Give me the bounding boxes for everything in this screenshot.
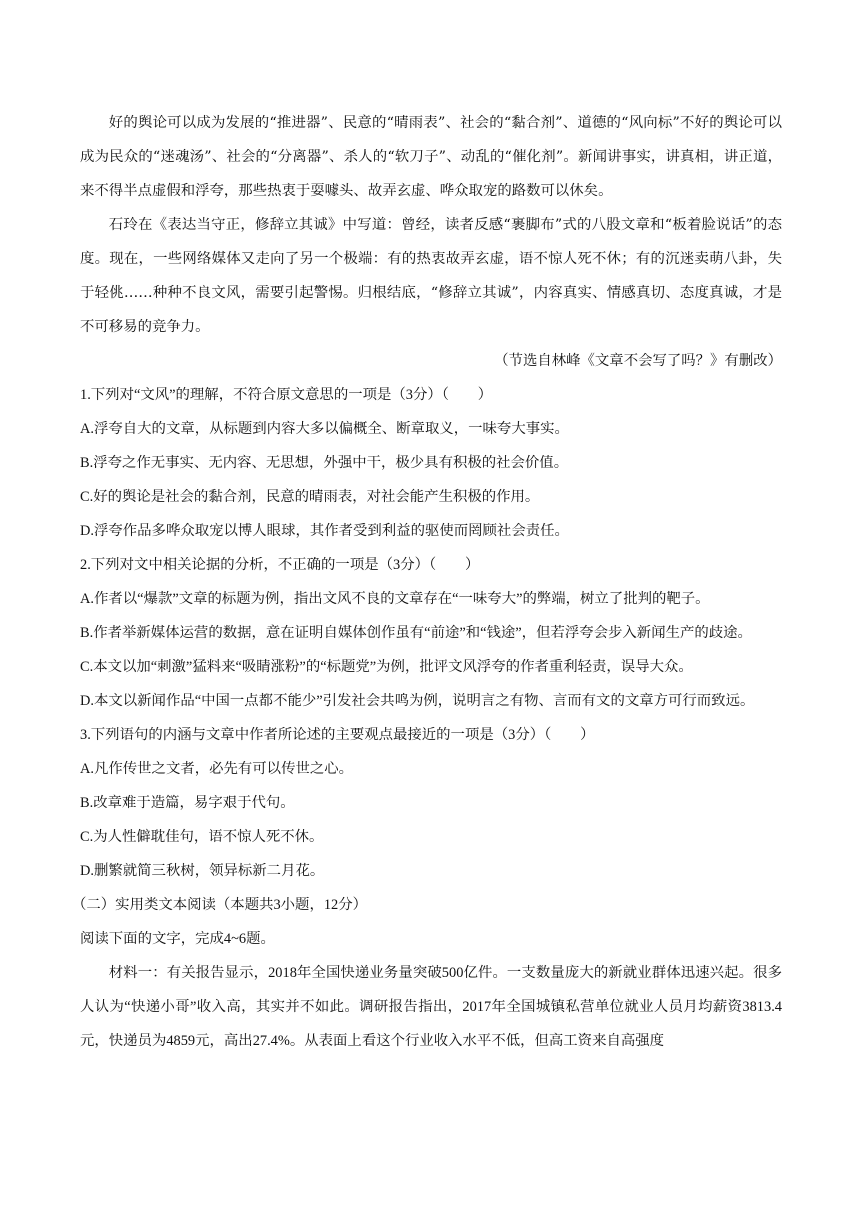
option-c: C.本文以加“刺激”猛料来“吸睛涨粉”的“标题党”为例，批评文风浮夸的作者重利轻责，误导大众。 [80,659,693,675]
option-b: B.作者举新媒体运营的数据，意在证明自媒体创作虽有“前途”和“钱途”，但若浮夸会步入新闻生产的歧途。 [80,625,752,641]
question-stem: 3.下列语句的内涵与文章中作者所论述的主要观点最接近的一项是（3分）（ ） [80,727,595,743]
option-b: B.改章难于造篇，易字艰于代句。 [80,795,295,811]
passage-paragraph-2: 石玲在《表达当守正，修辞立其诚》中写道：曾经，读者反感“裹脚布”式的八股文章和“板着脸说话”的态度。现在，一些网络媒体又走向了另一个极端：有的热衷故弄玄虚，语不惊人死不休；有的沉迷卖萌八卦，失于轻佻……种种不良文风，需要引起警惕。归根结底，“修辞立其诚”，内容真实、情感真切、态度真诚，才是不可移易的竞争力。 [80,217,782,335]
question-stem: 1.下列对“文风”的理解，不符合原文意思的一项是（3分）（ ） [80,387,493,403]
option-d: D.本文以新闻作品“中国一点都不能少”引发社会共鸣为例，说明言之有物、言而有文的文章方可行而致远。 [80,693,755,709]
question-3 [80,718,782,888]
question-1 [80,378,782,548]
option-a: A.浮夸自大的文章，从标题到内容大多以偏概全、断章取义，一味夸大事实。 [80,421,569,437]
option-d: D.删繁就简三秋树，领异标新二月花。 [80,863,325,879]
page-content [72,106,782,1058]
option-c: C.好的舆论是社会的黏合剂，民意的晴雨表，对社会能产生积极的作用。 [80,489,540,505]
material-1-paragraph: 材料一：有关报告显示，2018年全国快递业务量突破500亿件。一支数量庞大的新就业群体迅速兴起。很多人认为“快递小哥”收入高，其实并不如此。调研报告指出，2017年全国城镇私营单位就业人员月均薪资3813.4元，快递员为4859元，高出27.4%。从表面上看这个行业收入水平不低，但高工资来自高强度 [80,965,782,1049]
option-a: A.作者以“爆款”文章的标题为例，指出文风不良的文章存在“一味夸大”的弊端，树立了批判的靶子。 [80,591,710,607]
question-stem: 2.下列对文中相关论据的分析，不正确的一项是（3分）（ ） [80,557,480,573]
option-b: B.浮夸之作无事实、无内容、无思想，外强中干，极少具有积极的社会价值。 [80,455,569,471]
passage-paragraph-1: 好的舆论可以成为发展的“推进器”、民意的“晴雨表”、社会的“黏合剂”、道德的“风向标”不好的舆论可以成为民众的“迷魂汤”、社会的“分离器”、杀人的“软刀子”、动乱的“催化剂”。新闻讲事实，讲真相，讲正道，来不得半点虚假和浮夸，那些热衷于耍噱头、故弄玄虚、哗众取宠的路数可以休矣。 [80,115,782,199]
passage-source: （节选自林峰《文章不会写了吗？》有删改） [494,353,782,369]
section-instruction: 阅读下面的文字，完成4~6题。 [80,931,275,947]
question-2 [80,548,782,718]
option-c: C.为人性僻耽佳句，语不惊人死不休。 [80,829,324,845]
section-heading: （二）实用类文本阅读（本题共3小题，12分） [72,897,368,913]
option-d: D.浮夸作品多哗众取宠以博人眼球，其作者受到利益的驱使而罔顾社会责任。 [80,523,569,539]
option-a: A.凡作传世之文者，必先有可以传世之心。 [80,761,354,777]
